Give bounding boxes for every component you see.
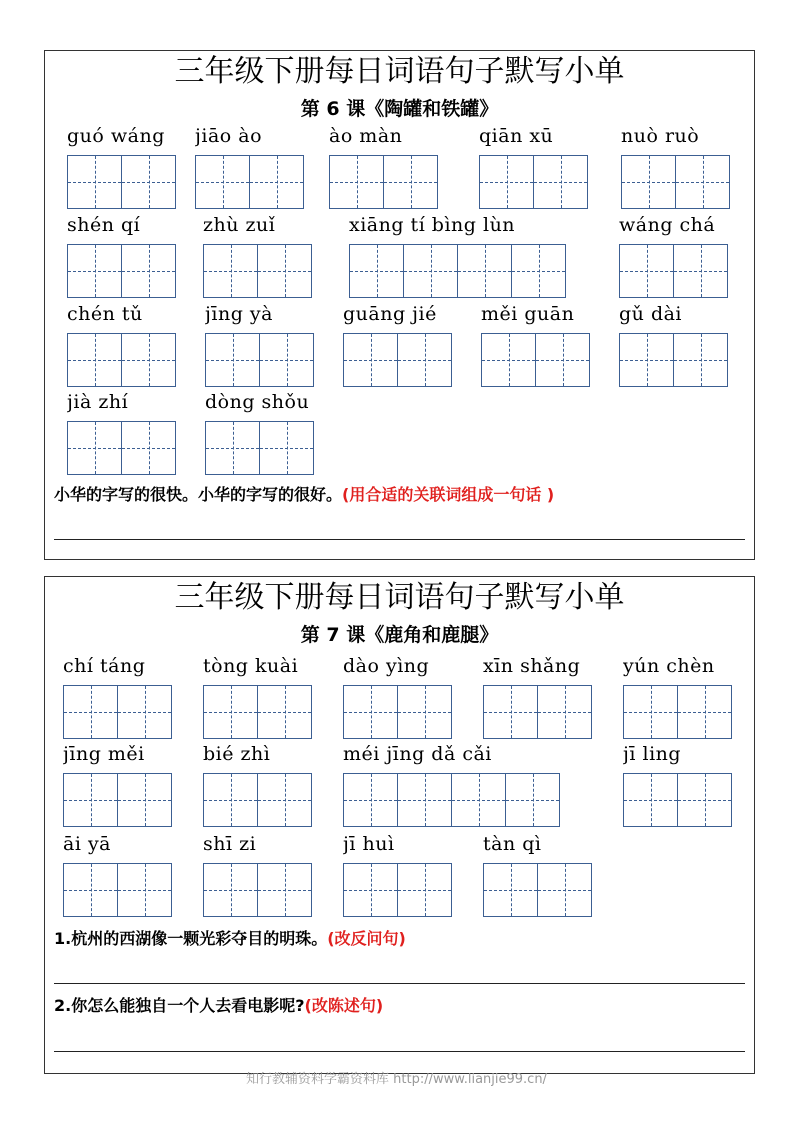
writing-cell[interactable]	[196, 155, 250, 209]
writing-cell[interactable]	[620, 333, 674, 387]
lesson-heading: 第 7 课《鹿角和鹿腿》	[300, 624, 499, 646]
writing-cell[interactable]	[344, 333, 398, 387]
pinyin-label: chí táng	[63, 655, 146, 677]
pinyin-label: bié zhì	[203, 743, 271, 765]
pinyin-label: guó wáng	[67, 125, 165, 147]
writing-cell[interactable]	[344, 773, 398, 827]
pinyin-label: méi jīng dǎ cǎi	[343, 743, 492, 765]
pinyin-label: jīng měi	[63, 743, 145, 765]
answer-line[interactable]	[54, 539, 745, 540]
pinyin-label: xīn shǎng	[483, 655, 581, 677]
tianzige-grid	[349, 244, 566, 298]
tianzige-grid	[195, 155, 304, 209]
writing-cell[interactable]	[622, 155, 676, 209]
writing-cell[interactable]	[68, 333, 122, 387]
writing-cell[interactable]	[330, 155, 384, 209]
writing-cell[interactable]	[676, 155, 730, 209]
writing-cell[interactable]	[678, 685, 732, 739]
pinyin-label: jīng yà	[205, 303, 273, 325]
writing-cell[interactable]	[64, 685, 118, 739]
pinyin-label: jī ling	[623, 743, 682, 765]
pinyin-label: tàn qì	[483, 833, 542, 855]
sentence-task-2	[54, 995, 383, 1017]
tianzige-grid	[203, 685, 312, 739]
writing-cell[interactable]	[344, 685, 398, 739]
writing-cell[interactable]	[538, 685, 592, 739]
writing-cell[interactable]	[398, 773, 452, 827]
tianzige-grid	[479, 155, 588, 209]
tianzige-grid	[63, 863, 172, 917]
writing-cell[interactable]	[536, 333, 590, 387]
writing-cell[interactable]	[624, 773, 678, 827]
tianzige-grid	[203, 773, 312, 827]
writing-cell[interactable]	[64, 863, 118, 917]
writing-cell[interactable]	[674, 244, 728, 298]
writing-cell[interactable]	[122, 333, 176, 387]
worksheet-lesson-7	[44, 576, 755, 1074]
tianzige-grid	[619, 333, 728, 387]
sentence-task	[54, 484, 554, 506]
worksheet-title: 三年级下册每日词语句子默写小单	[174, 580, 625, 615]
sentence-instruction: (改陈述句)	[304, 996, 384, 1015]
writing-cell[interactable]	[452, 773, 506, 827]
writing-cell[interactable]	[204, 773, 258, 827]
writing-cell[interactable]	[204, 863, 258, 917]
pinyin-label: jī huì	[343, 833, 395, 855]
tianzige-grid	[621, 155, 730, 209]
tianzige-grid	[619, 244, 728, 298]
tianzige-grid	[67, 333, 176, 387]
tianzige-grid	[203, 244, 312, 298]
sentence-task-1	[54, 928, 406, 950]
pinyin-label: shī zi	[203, 833, 257, 855]
writing-cell[interactable]	[204, 244, 258, 298]
footer-watermark: 知行教辅资料学霸资料库 http://www.lianjie99.cn/	[246, 1072, 547, 1087]
worksheet-title: 三年级下册每日词语句子默写小单	[174, 54, 625, 89]
writing-cell[interactable]	[206, 333, 260, 387]
writing-cell[interactable]	[398, 863, 452, 917]
writing-cell[interactable]	[258, 863, 312, 917]
writing-cell[interactable]	[404, 244, 458, 298]
sentence-instruction: (改反问句)	[327, 929, 406, 948]
writing-cell[interactable]	[204, 685, 258, 739]
sentence-instruction: (用合适的关联词组成一句话 )	[342, 485, 555, 504]
tianzige-grid	[205, 333, 314, 387]
writing-cell[interactable]	[398, 685, 452, 739]
pinyin-label: nuò ruò	[621, 125, 700, 147]
tianzige-grid	[203, 863, 312, 917]
writing-cell[interactable]	[122, 244, 176, 298]
pinyin-label: jià zhí	[67, 391, 129, 413]
pinyin-label: shén qí	[67, 214, 141, 236]
writing-cell[interactable]	[118, 863, 172, 917]
writing-cell[interactable]	[678, 773, 732, 827]
writing-cell[interactable]	[534, 155, 588, 209]
writing-cell[interactable]	[620, 244, 674, 298]
writing-cell[interactable]	[68, 244, 122, 298]
worksheet-lesson-6	[44, 50, 755, 560]
tianzige-grid	[63, 685, 172, 739]
writing-cell[interactable]	[122, 421, 176, 475]
pinyin-label: měi guān	[481, 303, 575, 325]
writing-cell[interactable]	[482, 333, 536, 387]
tianzige-grid	[481, 333, 590, 387]
pinyin-label: chén tǔ	[67, 303, 143, 325]
writing-cell[interactable]	[538, 863, 592, 917]
tianzige-grid	[205, 421, 314, 475]
pinyin-label: guāng jié	[343, 303, 437, 325]
writing-cell[interactable]	[350, 244, 404, 298]
tianzige-grid	[329, 155, 438, 209]
pinyin-label: zhù zuǐ	[203, 214, 276, 236]
tianzige-grid	[343, 773, 560, 827]
writing-cell[interactable]	[512, 244, 566, 298]
tianzige-grid	[67, 155, 176, 209]
writing-cell[interactable]	[118, 685, 172, 739]
writing-cell[interactable]	[64, 773, 118, 827]
writing-cell[interactable]	[260, 333, 314, 387]
tianzige-grid	[623, 685, 732, 739]
writing-cell[interactable]	[484, 863, 538, 917]
sentence-text: 2.你怎么能独自一个人去看电影呢?	[54, 996, 305, 1015]
pinyin-label: tòng kuài	[203, 655, 299, 677]
writing-cell[interactable]	[674, 333, 728, 387]
tianzige-grid	[623, 773, 732, 827]
tianzige-grid	[483, 685, 592, 739]
tianzige-grid	[67, 244, 176, 298]
writing-cell[interactable]	[260, 421, 314, 475]
writing-cell[interactable]	[484, 685, 538, 739]
tianzige-grid	[343, 333, 452, 387]
tianzige-grid	[343, 863, 452, 917]
writing-cell[interactable]	[458, 244, 512, 298]
writing-cell[interactable]	[258, 244, 312, 298]
pinyin-label: wáng chá	[619, 214, 716, 236]
pinyin-label: yún chèn	[623, 655, 715, 677]
pinyin-label: dòng shǒu	[205, 391, 310, 413]
writing-cell[interactable]	[118, 773, 172, 827]
writing-cell[interactable]	[68, 421, 122, 475]
tianzige-grid	[343, 685, 452, 739]
pinyin-label: qiān xū	[479, 125, 554, 147]
writing-cell[interactable]	[68, 155, 122, 209]
tianzige-grid	[483, 863, 592, 917]
pinyin-label: xiāng tí bìng lùn	[349, 214, 516, 236]
lesson-heading: 第 6 课《陶罐和铁罐》	[300, 98, 499, 120]
writing-cell[interactable]	[398, 333, 452, 387]
writing-cell[interactable]	[206, 421, 260, 475]
writing-cell[interactable]	[122, 155, 176, 209]
sentence-text: 1.杭州的西湖像一颗光彩夺目的明珠。	[54, 929, 328, 948]
writing-cell[interactable]	[384, 155, 438, 209]
pinyin-label: jiāo ào	[195, 125, 263, 147]
pinyin-label: ào màn	[329, 125, 403, 147]
writing-cell[interactable]	[480, 155, 534, 209]
answer-line-2[interactable]	[54, 1051, 745, 1052]
tianzige-grid	[67, 421, 176, 475]
writing-cell[interactable]	[250, 155, 304, 209]
writing-cell[interactable]	[258, 773, 312, 827]
answer-line-1[interactable]	[54, 983, 745, 984]
pinyin-label: gǔ dài	[619, 303, 683, 325]
writing-cell[interactable]	[506, 773, 560, 827]
tianzige-grid	[63, 773, 172, 827]
pinyin-label: dào yìng	[343, 655, 430, 677]
sentence-text: 小华的字写的很快。小华的字写的很好。	[54, 485, 343, 504]
writing-cell[interactable]	[344, 863, 398, 917]
writing-cell[interactable]	[624, 685, 678, 739]
pinyin-label: āi yā	[63, 833, 112, 855]
writing-cell[interactable]	[258, 685, 312, 739]
